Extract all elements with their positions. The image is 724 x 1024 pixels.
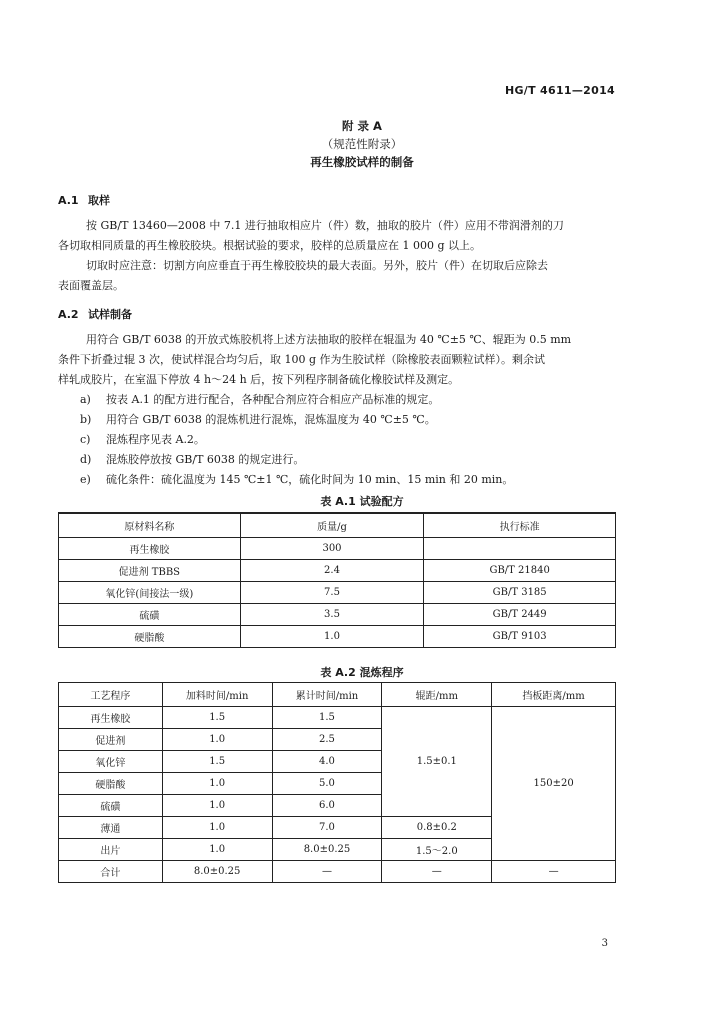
section-a2-number: A.2 [58,308,79,321]
table-cell: 2.5 [272,729,382,751]
list-item-text: 硫化条件：硫化温度为 145 ℃±1 ℃，硫化时间为 10 min、15 min 和 20 min。 [106,473,514,486]
list-item-text: 用符合 GB/T 6038 的混炼机进行混炼，混炼温度为 40 ℃±5 ℃。 [106,413,436,426]
table-cell: 0.8±0.2 [382,817,492,839]
list-item [80,450,304,470]
table-header-cell: 原材料名称 [59,513,241,537]
table-cell: GB/T 21840 [424,559,616,581]
list-item-text: 混炼胶停放按 GB/T 6038 的规定进行。 [106,453,305,466]
table-cell: — [382,861,492,883]
table-cell: 5.0 [272,773,382,795]
table-cell: 2.4 [240,559,424,581]
table-cell: 8.0±0.25 [162,861,272,883]
list-item [80,390,439,410]
table-total-row [59,861,616,883]
section-a2-title: 试样制备 [88,308,132,321]
table-header-cell: 辊距/mm [382,683,492,707]
table-header-cell: 执行标准 [424,513,616,537]
table-a1 [58,512,616,648]
table-row [59,707,616,729]
section-a1-paragraph-2 [58,256,618,296]
appendix-heading: 再生橡胶试样的制备 [310,155,414,169]
table-cell: 硫磺 [59,795,163,817]
page-number: 3 [601,938,608,949]
table-row [59,537,616,559]
section-a2-heading [58,306,132,322]
table-cell: 硬脂酸 [59,773,163,795]
table-header-cell: 挡板距离/mm [492,683,616,707]
table-cell: 1.0 [162,773,272,795]
table-cell: 1.0 [240,625,424,647]
standard-number: HG/T 4611—2014 [504,84,615,97]
table-cell: 7.5 [240,581,424,603]
table-cell: GB/T 2449 [424,603,616,625]
paragraph-line: 切取时应注意：切割方向应垂直于再生橡胶胶块的最大表面。另外，胶片（件）在切取后应除去 [86,259,548,272]
table-cell: 氧化锌 [59,751,163,773]
paragraph-line: 表面覆盖层。 [58,279,124,292]
table-cell: 促进剂 TBBS [59,559,241,581]
table-cell: — [272,861,382,883]
table-cell: 4.0 [272,751,382,773]
table-header-cell: 工艺程序 [59,683,163,707]
table-cell: 1.0 [162,795,272,817]
list-item-text: 按表 A.1 的配方进行配合，各种配合剂应符合相应产品标准的规定。 [106,393,440,406]
list-item-label: b) [80,413,92,426]
paragraph-line: 按 GB/T 13460—2008 中 7.1 进行抽取相应片（件）数，抽取的胶片（件）应用不带润滑剂的刀 [86,219,564,232]
table-cell: 8.0±0.25 [272,839,382,861]
table-cell: 促进剂 [59,729,163,751]
list-item-label: a) [80,393,91,406]
table-row [59,559,616,581]
section-a1-number: A.1 [58,194,79,207]
appendix-subtitle: （规范性附录） [321,137,403,151]
appendix-title: 附 录 A [342,119,382,133]
list-item-text: 混炼程序见表 A.2。 [106,433,205,446]
table-cell: 1.0 [162,817,272,839]
table-cell: GB/T 3185 [424,581,616,603]
paragraph-line: 条件下折叠过辊 3 次，使试样混合均匀后，取 100 g 作为生胶试样（除橡胶表面颗粒试样）。剩余试 [58,353,546,366]
table-cell: 硬脂酸 [59,625,241,647]
list-item-label: c) [80,433,91,446]
section-a2-paragraph [58,330,618,390]
table-cell: 6.0 [272,795,382,817]
table-cell: 1.0 [162,729,272,751]
section-a1-title: 取样 [88,194,110,207]
table-cell: 再生橡胶 [59,537,241,559]
table-a1-caption: 表 A.1 试验配方 [320,495,404,508]
table-header-cell: 质量/g [240,513,424,537]
table-row [59,625,616,647]
table-cell: GB/T 9103 [424,625,616,647]
list-item-label: d) [80,453,92,466]
table-a2-caption: 表 A.2 混炼程序 [320,666,404,679]
table-cell: 3.5 [240,603,424,625]
paragraph-line: 用符合 GB/T 6038 的开放式炼胶机将上述方法抽取的胶样在辊温为 40 ℃±5 ℃、辊距为 0.5 mm [86,333,572,346]
table-cell [424,537,616,559]
list-item [80,470,513,490]
table-row [59,603,616,625]
table-cell: 1.5 [162,751,272,773]
table-cell-nip-merged: 1.5±0.1 [382,707,492,817]
table-cell: 再生橡胶 [59,707,163,729]
table-header-row [59,683,616,707]
section-a1-heading [58,192,110,208]
table-cell: 薄通 [59,817,163,839]
list-item-label: e) [80,473,91,486]
table-header-row [59,513,616,537]
table-cell: 300 [240,537,424,559]
table-cell: 氧化锌(间接法一级) [59,581,241,603]
table-row [59,581,616,603]
table-cell: 7.0 [272,817,382,839]
table-cell: 1.5 [272,707,382,729]
paragraph-line: 样轧成胶片，在室温下停放 4 h～24 h 后，按下列程序制备硫化橡胶试样及测定。 [58,373,460,386]
table-cell-guide-merged: 150±20 [492,707,616,861]
table-cell: 1.5 [162,707,272,729]
table-cell: 1.5～2.0 [382,839,492,861]
table-cell: — [492,861,616,883]
table-cell: 出片 [59,839,163,861]
list-item [80,430,205,450]
table-a2 [58,682,616,883]
table-cell: 1.0 [162,839,272,861]
list-item [80,410,436,430]
section-a1-paragraph-1 [58,216,618,256]
table-cell: 硫磺 [59,603,241,625]
table-header-cell: 累计时间/min [272,683,382,707]
paragraph-line: 各切取相同质量的再生橡胶胶块。根据试验的要求，胶样的总质量应在 1 000 g 以上。 [58,239,482,252]
table-cell: 合计 [59,861,163,883]
table-header-cell: 加料时间/min [162,683,272,707]
